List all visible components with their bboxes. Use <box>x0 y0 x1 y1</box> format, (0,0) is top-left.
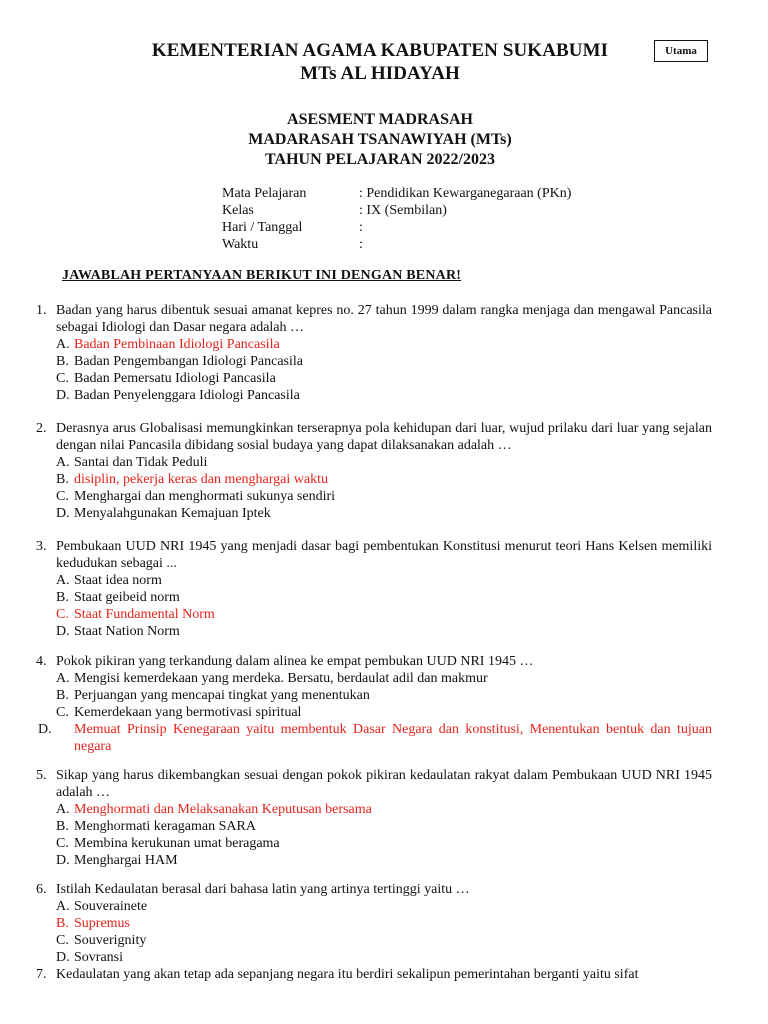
ministry-name: KEMENTERIAN AGAMA KABUPATEN SUKABUMI <box>151 40 609 61</box>
option-c <box>56 606 712 623</box>
option-letter: A. <box>56 899 70 914</box>
option-text: Menghormati dan Melaksanakan Keputusan bersama <box>74 802 372 817</box>
option-text: Santai dan Tidak Peduli <box>74 455 208 470</box>
option-letter: C. <box>56 705 69 720</box>
option-letter: A. <box>56 455 70 470</box>
option-letter: B. <box>56 916 69 931</box>
option-text: Sovransi <box>74 950 123 965</box>
option-text: Souverainete <box>74 899 148 914</box>
option-letter: D. <box>38 722 52 737</box>
option-text: Badan Pembinaan Idiologi Pancasila <box>74 337 280 352</box>
info-date <box>222 219 363 236</box>
option-a <box>56 801 712 818</box>
option-letter: B. <box>56 819 69 834</box>
option-d <box>56 852 712 869</box>
question-1 <box>36 302 712 404</box>
option-text: Menyalahgunakan Kemajuan Iptek <box>74 506 271 521</box>
info-subject <box>222 185 571 202</box>
option-letter: C. <box>56 836 69 851</box>
option-letter: D. <box>56 853 70 868</box>
option-text: Menghormati keragaman SARA <box>74 819 256 834</box>
option-text: Badan Penyelenggara Idiologi Pancasila <box>74 388 300 403</box>
option-letter: C. <box>56 607 69 622</box>
option-letter: A. <box>56 802 70 817</box>
question-number: 4. <box>36 654 47 669</box>
option-text: Badan Pengembangan Idiologi Pancasila <box>74 354 303 369</box>
info-value: : IX (Sembilan) <box>359 203 447 218</box>
question-5 <box>36 767 712 869</box>
option-a <box>56 898 712 915</box>
info-value: : <box>359 220 363 235</box>
option-d <box>56 623 712 640</box>
option-letter: D. <box>56 388 70 403</box>
option-a <box>56 670 712 687</box>
info-class <box>222 202 447 219</box>
question-text: Pokok pikiran yang terkandung dalam alinea ke empat pembukan UUD NRI 1945 … <box>56 654 534 669</box>
exam-title: ASESMENT MADRASAH <box>287 111 473 128</box>
option-b <box>56 915 712 932</box>
option-letter: A. <box>56 573 70 588</box>
option-text: Menghargai dan menghormati sukunya sendiri <box>74 489 336 504</box>
question-2 <box>36 420 712 522</box>
option-c <box>56 704 712 721</box>
option-b <box>56 687 712 704</box>
option-a <box>56 336 712 353</box>
option-text: Staat Fundamental Norm <box>74 607 215 622</box>
question-6 <box>36 881 712 966</box>
info-value: : Pendidikan Kewarganegaraan (PKn) <box>359 186 572 201</box>
question-text: Pembukaan UUD NRI 1945 yang menjadi dasar bagi pembentukan Konstitusi menurut teori Hans Kelsen memiliki kedudukan sebagai ... <box>56 539 712 571</box>
option-c <box>56 370 712 387</box>
question-text: Derasnya arus Globalisasi memungkinkan terserapnya pola kehidupan dari luar, wujud prilaku dari luar yang sejalan dengan nilai Pancasila dibidang sosial budaya yang dapat dilaksanakan adalah … <box>56 421 712 453</box>
option-letter: B. <box>56 354 69 369</box>
info-time <box>222 236 363 253</box>
question-number: 5. <box>36 768 47 783</box>
option-b <box>56 818 712 835</box>
option-letter: C. <box>56 371 69 386</box>
option-d <box>56 387 712 404</box>
option-b <box>56 589 712 606</box>
question-7 <box>36 966 712 983</box>
option-text: Membina kerukunan umat beragama <box>74 836 280 851</box>
info-label: Kelas <box>222 203 254 218</box>
option-letter: A. <box>56 337 70 352</box>
option-text: Badan Pemersatu Idiologi Pancasila <box>74 371 276 386</box>
option-text: Staat idea norm <box>74 573 162 588</box>
option-letter: C. <box>56 489 69 504</box>
question-text: Istilah Kedaulatan berasal dari bahasa latin yang artinya tertinggi yaitu … <box>56 882 470 897</box>
option-text: disiplin, pekerja keras dan menghargai waktu <box>74 472 328 487</box>
exam-type-badge: Utama <box>654 40 708 62</box>
option-b <box>56 353 712 370</box>
option-text: Staat Nation Norm <box>74 624 180 639</box>
option-text: Mengisi kemerdekaan yang merdeka. Bersatu, berdaulat adil dan makmur <box>74 671 488 686</box>
option-b <box>56 471 712 488</box>
question-text: Badan yang harus dibentuk sesuai amanat kepres no. 27 tahun 1999 dalam rangka menjaga dan mengawal Pancasila sebagai Idiologi dan Dasar negara adalah … <box>56 303 712 335</box>
option-letter: D. <box>56 624 70 639</box>
option-a <box>56 454 712 471</box>
info-value: : <box>359 237 363 252</box>
option-text: Memuat Prinsip Kenegaraan yaitu membentuk Dasar Negara dan konstitusi, Menentukan bentuk dan tujuan negara <box>74 722 712 754</box>
info-label: Mata Pelajaran <box>222 186 307 201</box>
option-d <box>56 505 712 522</box>
question-number: 6. <box>36 882 47 897</box>
question-3 <box>36 538 712 640</box>
option-c <box>56 932 712 949</box>
option-text: Menghargai HAM <box>74 853 178 868</box>
option-c <box>56 488 712 505</box>
option-a <box>56 572 712 589</box>
option-text: Souverignity <box>74 933 147 948</box>
option-letter: C. <box>56 933 69 948</box>
option-c <box>56 835 712 852</box>
option-letter: D. <box>56 950 70 965</box>
info-label: Hari / Tanggal <box>222 220 303 235</box>
question-4 <box>36 653 712 755</box>
option-text: Perjuangan yang mencapai tingkat yang menentukan <box>74 688 370 703</box>
school-name: MTs AL HIDAYAH <box>300 63 460 84</box>
option-letter: B. <box>56 590 69 605</box>
option-letter: A. <box>56 671 70 686</box>
option-text: Staat geibeid norm <box>74 590 180 605</box>
academic-year: TAHUN PELAJARAN 2022/2023 <box>265 151 495 168</box>
question-number: 3. <box>36 539 47 554</box>
question-number: 7. <box>36 967 47 982</box>
question-text: Kedaulatan yang akan tetap ada sepanjang negara itu berdiri sekalipun pemerintahan berganti yaitu sifat <box>56 967 639 982</box>
option-letter: D. <box>56 506 70 521</box>
info-label: Waktu <box>222 237 259 252</box>
option-text: Supremus <box>74 916 130 931</box>
question-number: 1. <box>36 303 47 318</box>
question-number: 2. <box>36 421 47 436</box>
option-d <box>56 949 712 966</box>
instruction-text: JAWABLAH PERTANYAAN BERIKUT INI DENGAN BENAR! <box>62 268 462 283</box>
option-text: Kemerdekaan yang bermotivasi spiritual <box>74 705 302 720</box>
option-d <box>38 721 712 755</box>
school-level: MADARASAH TSANAWIYAH (MTs) <box>248 131 512 148</box>
option-letter: B. <box>56 472 69 487</box>
question-text: Sikap yang harus dikembangkan sesuai dengan pokok pikiran kedaulatan rakyat dalam Pembukaan UUD NRI 1945 adalah … <box>56 768 712 800</box>
option-letter: B. <box>56 688 69 703</box>
